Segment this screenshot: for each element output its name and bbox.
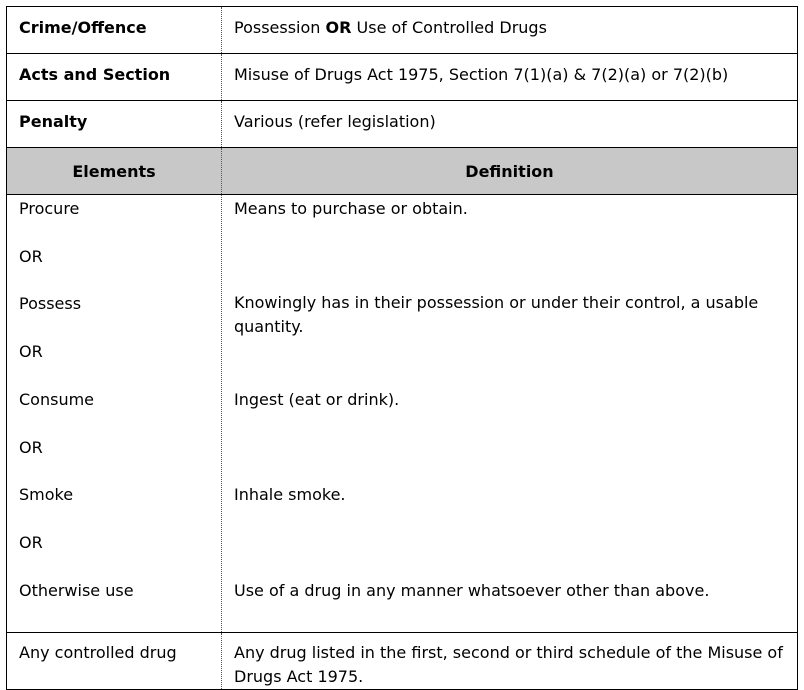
acts-label: Acts and Section <box>19 65 171 84</box>
definitions-list <box>222 195 797 632</box>
crime-label: Crime/Offence <box>19 18 147 37</box>
definition-possess: Knowingly has in their possession or under their control, a usable quantity. <box>234 293 759 336</box>
element-or-1: OR <box>19 247 43 266</box>
definition-procure: Means to purchase or obtain. <box>234 199 468 218</box>
element-or-4: OR <box>19 533 43 552</box>
element-procure: Procure <box>19 199 80 218</box>
acts-value: Misuse of Drugs Act 1975, Section 7(1)(a) & 7(2)(a) or 7(2)(b) <box>234 65 729 84</box>
crime-value-or: OR <box>325 18 352 37</box>
definition-smoke: Inhale smoke. <box>234 485 346 504</box>
controlled-drug-row <box>7 633 798 690</box>
element-otherwise-use: Otherwise use <box>19 581 134 600</box>
penalty-row <box>7 101 798 148</box>
penalty-label: Penalty <box>19 112 88 131</box>
element-possess: Possess <box>19 294 82 313</box>
crime-value-part2: Use of Controlled Drugs <box>351 18 547 37</box>
acts-row <box>7 54 798 101</box>
element-or-2: OR <box>19 342 43 361</box>
definition-header: Definition <box>222 148 798 195</box>
crime-value-part1: Possession <box>234 18 326 37</box>
penalty-value: Various (refer legislation) <box>234 112 436 131</box>
offence-table <box>6 6 798 690</box>
elements-list <box>7 195 221 632</box>
crime-row <box>7 7 798 54</box>
definition-any-controlled-drug: Any drug listed in the first, second or third schedule of the Misuse of Drugs Act 1975. <box>234 643 783 686</box>
definition-consume: Ingest (eat or drink). <box>234 390 400 409</box>
elements-row <box>7 195 798 633</box>
element-any-controlled-drug: Any controlled drug <box>19 643 177 662</box>
element-consume: Consume <box>19 390 95 409</box>
definition-otherwise-use: Use of a drug in any manner whatsoever other than above. <box>234 581 710 600</box>
element-smoke: Smoke <box>19 485 74 504</box>
elements-header: Elements <box>7 148 222 195</box>
element-or-3: OR <box>19 438 43 457</box>
header-row <box>7 148 798 195</box>
crime-value <box>222 7 797 37</box>
